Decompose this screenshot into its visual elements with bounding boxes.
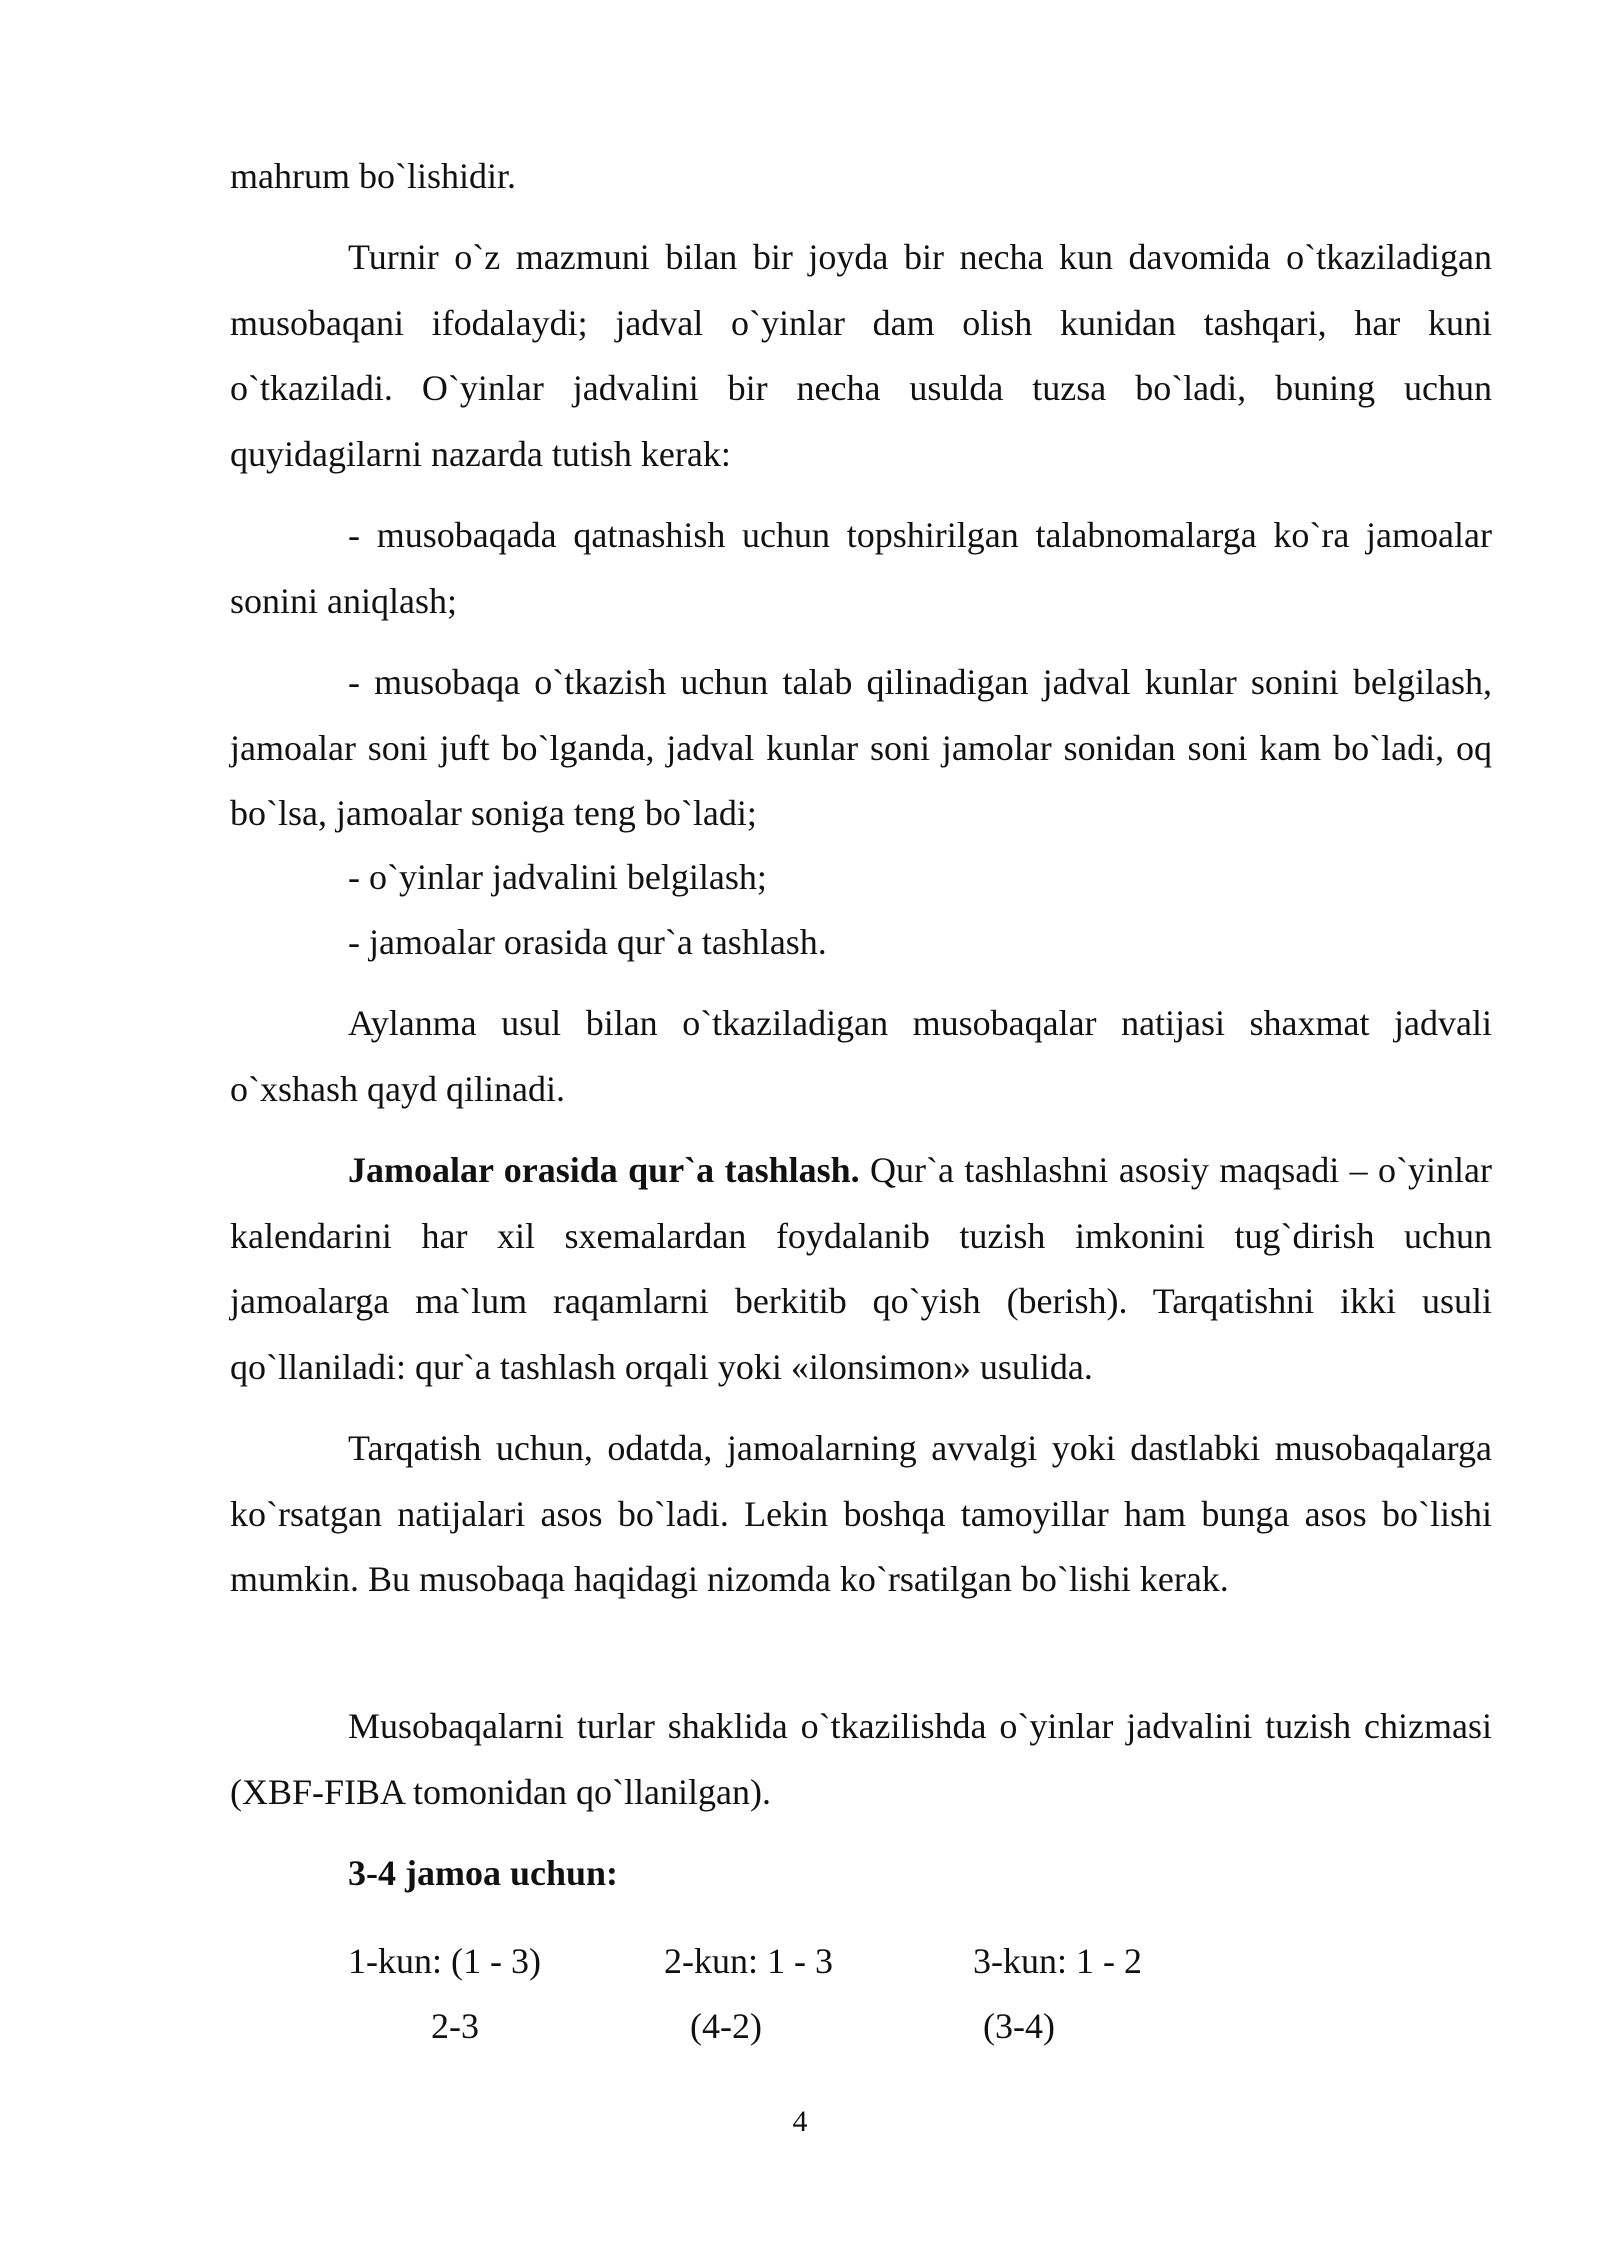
paragraph-turnir: Turnir o`z mazmuni bilan bir joyda bir necha kun davomida o`tkaziladigan musobaqani ifodalaydi; jadval o`yinlar dam olish kunidan tashqari, har kuni o`tkaziladi. O`yinlar jadvalini bir necha usulda tuzsa bo`ladi, buning uchun quyidagilarni nazarda tutish kerak: <box>230 237 1492 474</box>
page-number: 4 <box>792 2105 808 2138</box>
paragraph-qura-tashlash <box>230 1138 1492 1400</box>
section-heading: 3-4 jamoa uchun: <box>348 1853 619 1893</box>
list-item-jadval-kunlar: - musobaqa o`tkazish uchun talab qilinadigan jadval kunlar sonini belgilash, jamoalar soni juft bo`lganda, jadval kunlar soni jamolar sonidan soni kam bo`ladi, oq bo`lsa, jamoalar soniga teng bo`ladi; <box>230 662 1492 833</box>
schedule-day2-line1: 2-kun: 1 - 3 <box>664 1941 833 1981</box>
paragraph-chizma: Musobaqalarni turlar shaklida o`tkazilishda o`yinlar jadvalini tuzish chizmasi (XBF-FIBA tomonidan qo`llanilgan). <box>230 1706 1492 1812</box>
list-item-talabnoma: - musobaqada qatnashish uchun topshirilgan talabnomalarga ko`ra jamoalar sonini aniqlash; <box>230 515 1492 621</box>
paragraph-heading-bold: Jamoalar orasida qur`a tashlash. <box>348 1150 860 1190</box>
paragraph-continuation: mahrum bo`lishidir. <box>230 156 516 196</box>
paragraph-aylanma: Aylanma usul bilan o`tkaziladigan musobaqalar natijasi shaxmat jadvali o`xshash qayd qilinadi. <box>230 1003 1492 1109</box>
schedule-day1-line2: 2-3 <box>431 2006 479 2046</box>
list-item-jadval-belgilash: - o`yinlar jadvalini belgilash; <box>348 857 767 897</box>
paragraph-tarqatish: Tarqatish uchun, odatda, jamoalarning avvalgi yoki dastlabki musobaqalarga ko`rsatgan natijalari asos bo`ladi. Lekin boshqa tamoyillar ham bunga asos bo`lishi mumkin. Bu musobaqa haqidagi nizomda ko`rsatilgan bo`lishi kerak. <box>230 1428 1492 1599</box>
schedule-day3-line2: (3-4) <box>983 2006 1055 2046</box>
paragraph-body: Qur`a tashlashni asosiy maqsadi – o`yinlar kalendarini har xil sxemalardan foydalanib tuzish imkonini tug`dirish uchun jamoalarga ma`lum raqamlarni berkitib qo`yish (berish). Tarqatishni ikki usuli qo`llaniladi: qur`a tashlash orqali yoki «ilonsimon» usulida. <box>230 1150 1492 1387</box>
schedule-day3-line1: 3-kun: 1 - 2 <box>973 1941 1142 1981</box>
schedule-day2-line2: (4-2) <box>690 2006 762 2046</box>
list-item-qura: - jamoalar orasida qur`a tashlash. <box>348 922 827 962</box>
schedule-day1-line1: 1-kun: (1 - 3) <box>348 1941 541 1981</box>
